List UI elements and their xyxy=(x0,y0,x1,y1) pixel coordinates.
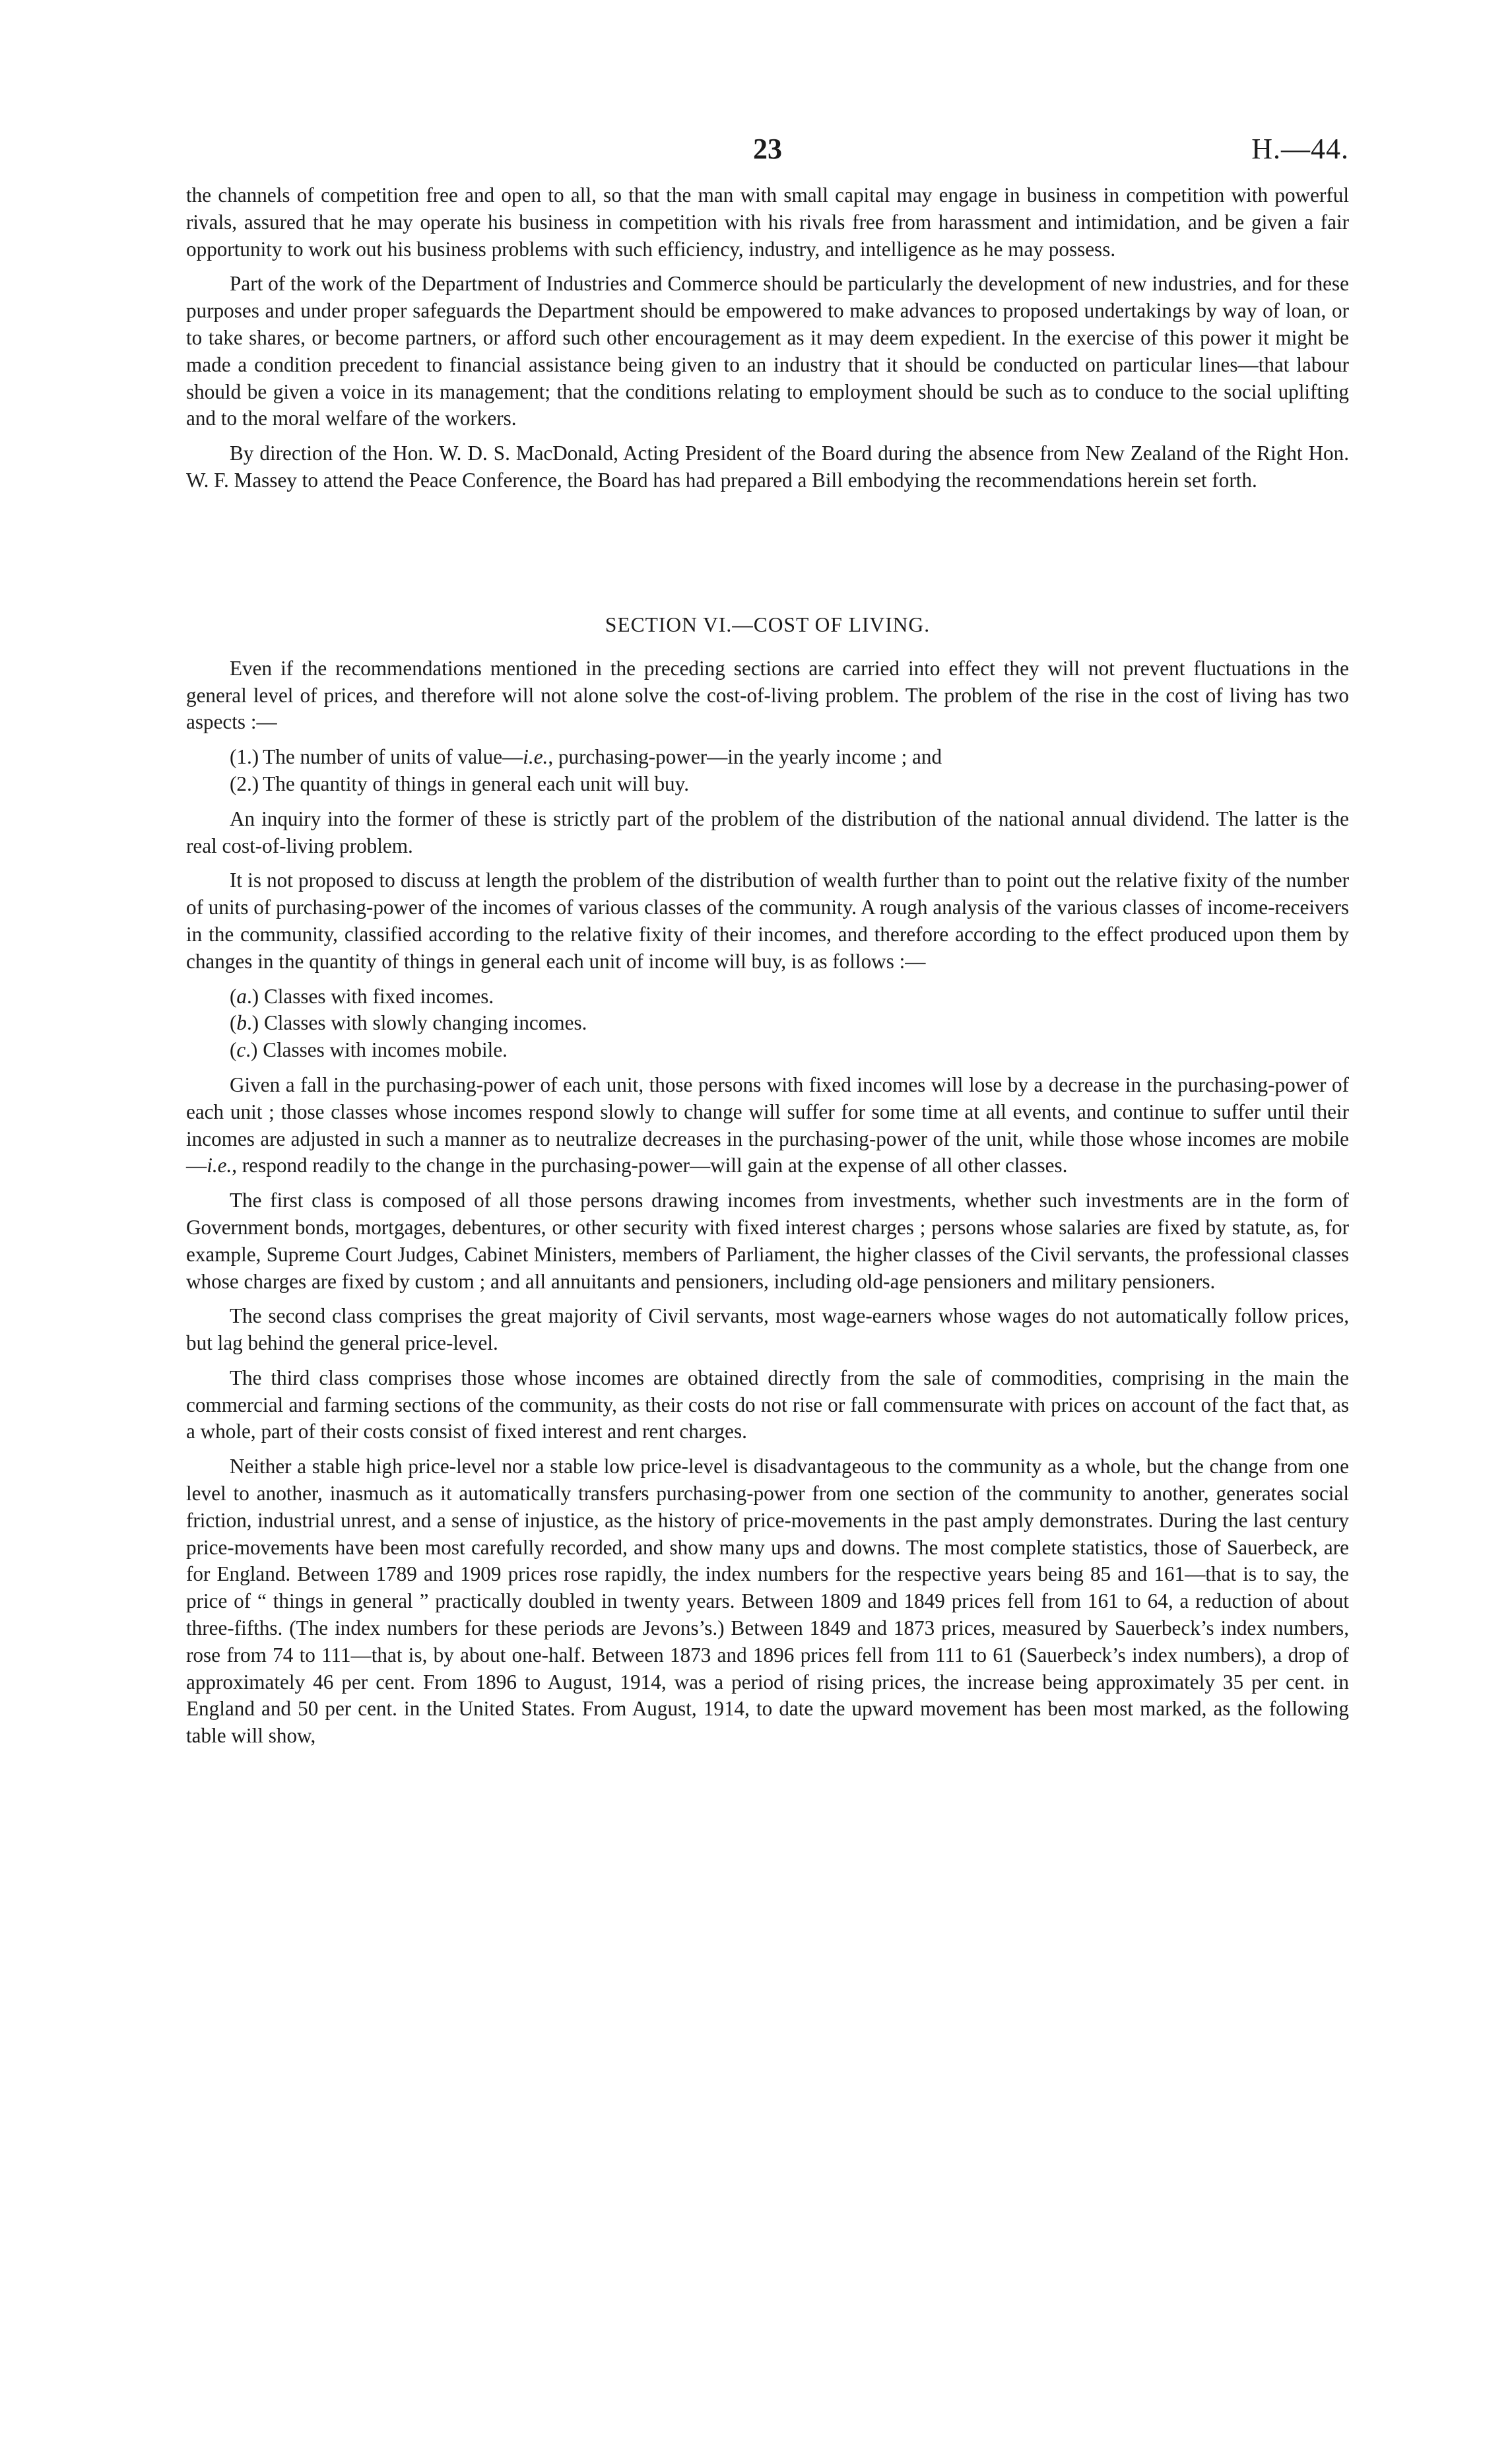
list-item-marker: (1.) xyxy=(230,745,259,769)
list-item: (b.) Classes with slowly changing incomes. xyxy=(230,1011,587,1035)
paragraph-analysis: It is not proposed to discuss at length the problem of the distribution of wealth further than to point out the relative fixity of the number of units of purchasing-power of the incomes of various classes of the community. A rough analysis of the various classes of income-receivers in the community, classified according to the relative fixity of their incomes, and therefore according to the effect produced upon them by changes in the quantity of things in general each unit of income will buy, is as follows :— xyxy=(186,869,1349,973)
document-code: H.—44. xyxy=(1251,133,1349,165)
document-page xyxy=(186,132,1349,1758)
list-item-text: Classes with incomes mobile. xyxy=(263,1038,508,1062)
paragraph-inquiry: An inquiry into the former of these is strictly part of the problem of the distribution of the national annual dividend. The latter is the real cost-of-living problem. xyxy=(186,807,1349,857)
paragraph-price-level-history: Neither a stable high price-level nor a stable low price-level is disadvantageous to the community as a whole, but the change from one level to another, inasmuch as it automatically transfers purchasing-power from one section of the community to another, generates social friction, industrial unrest, and a sense of injustice, as the history of price-movements in the past amply demonstrates. During the last century price-movements have been most carefully recorded, and show many ups and downs. The most complete statistics, those of Sauerbeck, are for England. Between 1789 and 1909 prices rose rapidly, the index numbers for the respective years being 85 and 161—that is to say, the price of “ things in general ” practically doubled in twenty years. Between 1809 and 1849 prices fell from 161 to 64, a reduction of about three-fifths. (The index numbers for these periods are Jevons’s.) Between 1849 and 1873 prices, measured by Sauerbeck’s index numbers, rose from 74 to 111—that is, by about one-half. Between 1873 and 1896 prices fell from 111 to 61 (Sauerbeck’s index numbers), a drop of approximately 46 per cent. From 1896 to August, 1914, was a period of rising prices, the increase being approximately 35 per cent. in England and 50 per cent. in the United States. From August, 1914, to date the upward movement has been most marked, as the following table will show, xyxy=(186,1455,1349,1748)
paragraph-third-class: The third class comprises those whose incomes are obtained directly from the sale of commodities, comprising in the main the commercial and farming sections of the community, as their costs do not rise or fall commensurate with prices on account of the fact that, as a whole, part of their costs consist of fixed interest and rent charges. xyxy=(186,1366,1349,1443)
paragraph-text: Given a fall in the purchasing-power of each unit, those persons with fixed incomes will lose by a decrease in the purchasing-power of each unit ; those classes whose incomes respond slowly to change will suffer for some time at all events, and continue to suffer until their incomes are adjusted in such a manner as to neutralize decreases in the purchasing-power of the unit, while those whose incomes are mobile— xyxy=(186,1073,1349,1177)
list-item-text: Classes with slowly changing incomes. xyxy=(263,1011,587,1035)
paragraph-second-class: The second class comprises the great majority of Civil servants, most wage-earners whose wages do not automatically follow prices, but lag behind the general price-level. xyxy=(186,1304,1349,1355)
paragraph-italic: i.e. xyxy=(207,1154,232,1177)
aspects-list xyxy=(186,744,1349,798)
list-item-italic: i.e. xyxy=(523,745,548,769)
paragraph-fall-in-purchasing-power xyxy=(186,1072,1349,1179)
paragraph-department-industries: Part of the work of the Department of Industries and Commerce should be particularly the development of new industries, and for these purposes and under proper safeguards the Department should be empowered to make advances to proposed undertakings by way of loan, or to take shares, or become partners, or afford such other encouragement as it may deem expedient. In the exercise of this power it might be made a condition precedent to financial assistance being given to an industry that it should be conducted on particular lines—that labour should be given a voice in its management; that the conditions relating to employment should be such as to conduce to the social uplifting and to the moral welfare of the workers. xyxy=(186,272,1349,430)
list-item-text: , purchasing-power—in the yearly income ; and xyxy=(548,745,942,769)
list-item xyxy=(230,744,1349,771)
list-item-letter: b xyxy=(236,1011,247,1035)
list-item-text: Classes with fixed incomes. xyxy=(263,984,494,1008)
list-item-text: The quantity of things in general each unit will buy. xyxy=(263,772,690,795)
paragraph-bill-direction: By direction of the Hon. W. D. S. MacDonald, Acting President of the Board during the absence from New Zealand of the Right Hon. W. F. Massey to attend the Peace Conference, the Board has had prepared a Bill embodying the recommendations herein set forth. xyxy=(186,442,1349,492)
page-header xyxy=(186,132,1349,182)
page-number: 23 xyxy=(753,133,782,165)
paragraph-first-class: The first class is composed of all those persons drawing incomes from investments, whether such investments are in the form of Government bonds, mortgages, debentures, or other security with fixed interest charges ; persons whose salaries are fixed by statute, as, for example, Supreme Court Judges, Cabinet Ministers, members of Parliament, the higher classes of the Civil servants, the professional classes whose charges are fixed by custom ; and all annuitants and pensioners, including old-age pensioners and military pensioners. xyxy=(186,1189,1349,1293)
list-item-letter: a xyxy=(236,984,247,1008)
list-item-text: The number of units of value— xyxy=(263,745,523,769)
paragraph-cost-of-living-intro: Even if the recommendations mentioned in the preceding sections are carried into effect they will not prevent fluctuations in the general level of prices, and therefore will not alone solve the cost-of-living problem. The problem of the rise in the cost of living has two aspects :— xyxy=(186,656,1349,734)
classes-list xyxy=(186,983,1349,1064)
paragraph-continuation: the channels of competition free and open to all, so that the man with small capital may engage in business in competition with powerful rivals, assured that he may operate his business in competition with his rivals free from harassment and intimidation, and be given a fair opportunity to work out his business problems with such efficiency, industry, and intelligence as he may possess. xyxy=(186,183,1349,261)
list-item-letter: c xyxy=(236,1038,246,1062)
list-item: (a.) Classes with fixed incomes. xyxy=(230,984,494,1008)
list-item xyxy=(230,771,1349,798)
list-item: (c.) Classes with incomes mobile. xyxy=(230,1038,508,1062)
list-item-marker: (2.) xyxy=(230,772,259,795)
section-title: SECTION VI.—COST OF LIVING. xyxy=(605,612,931,636)
paragraph-text: , respond readily to the change in the purchasing-power—will gain at the expense of all other classes. xyxy=(232,1154,1068,1177)
